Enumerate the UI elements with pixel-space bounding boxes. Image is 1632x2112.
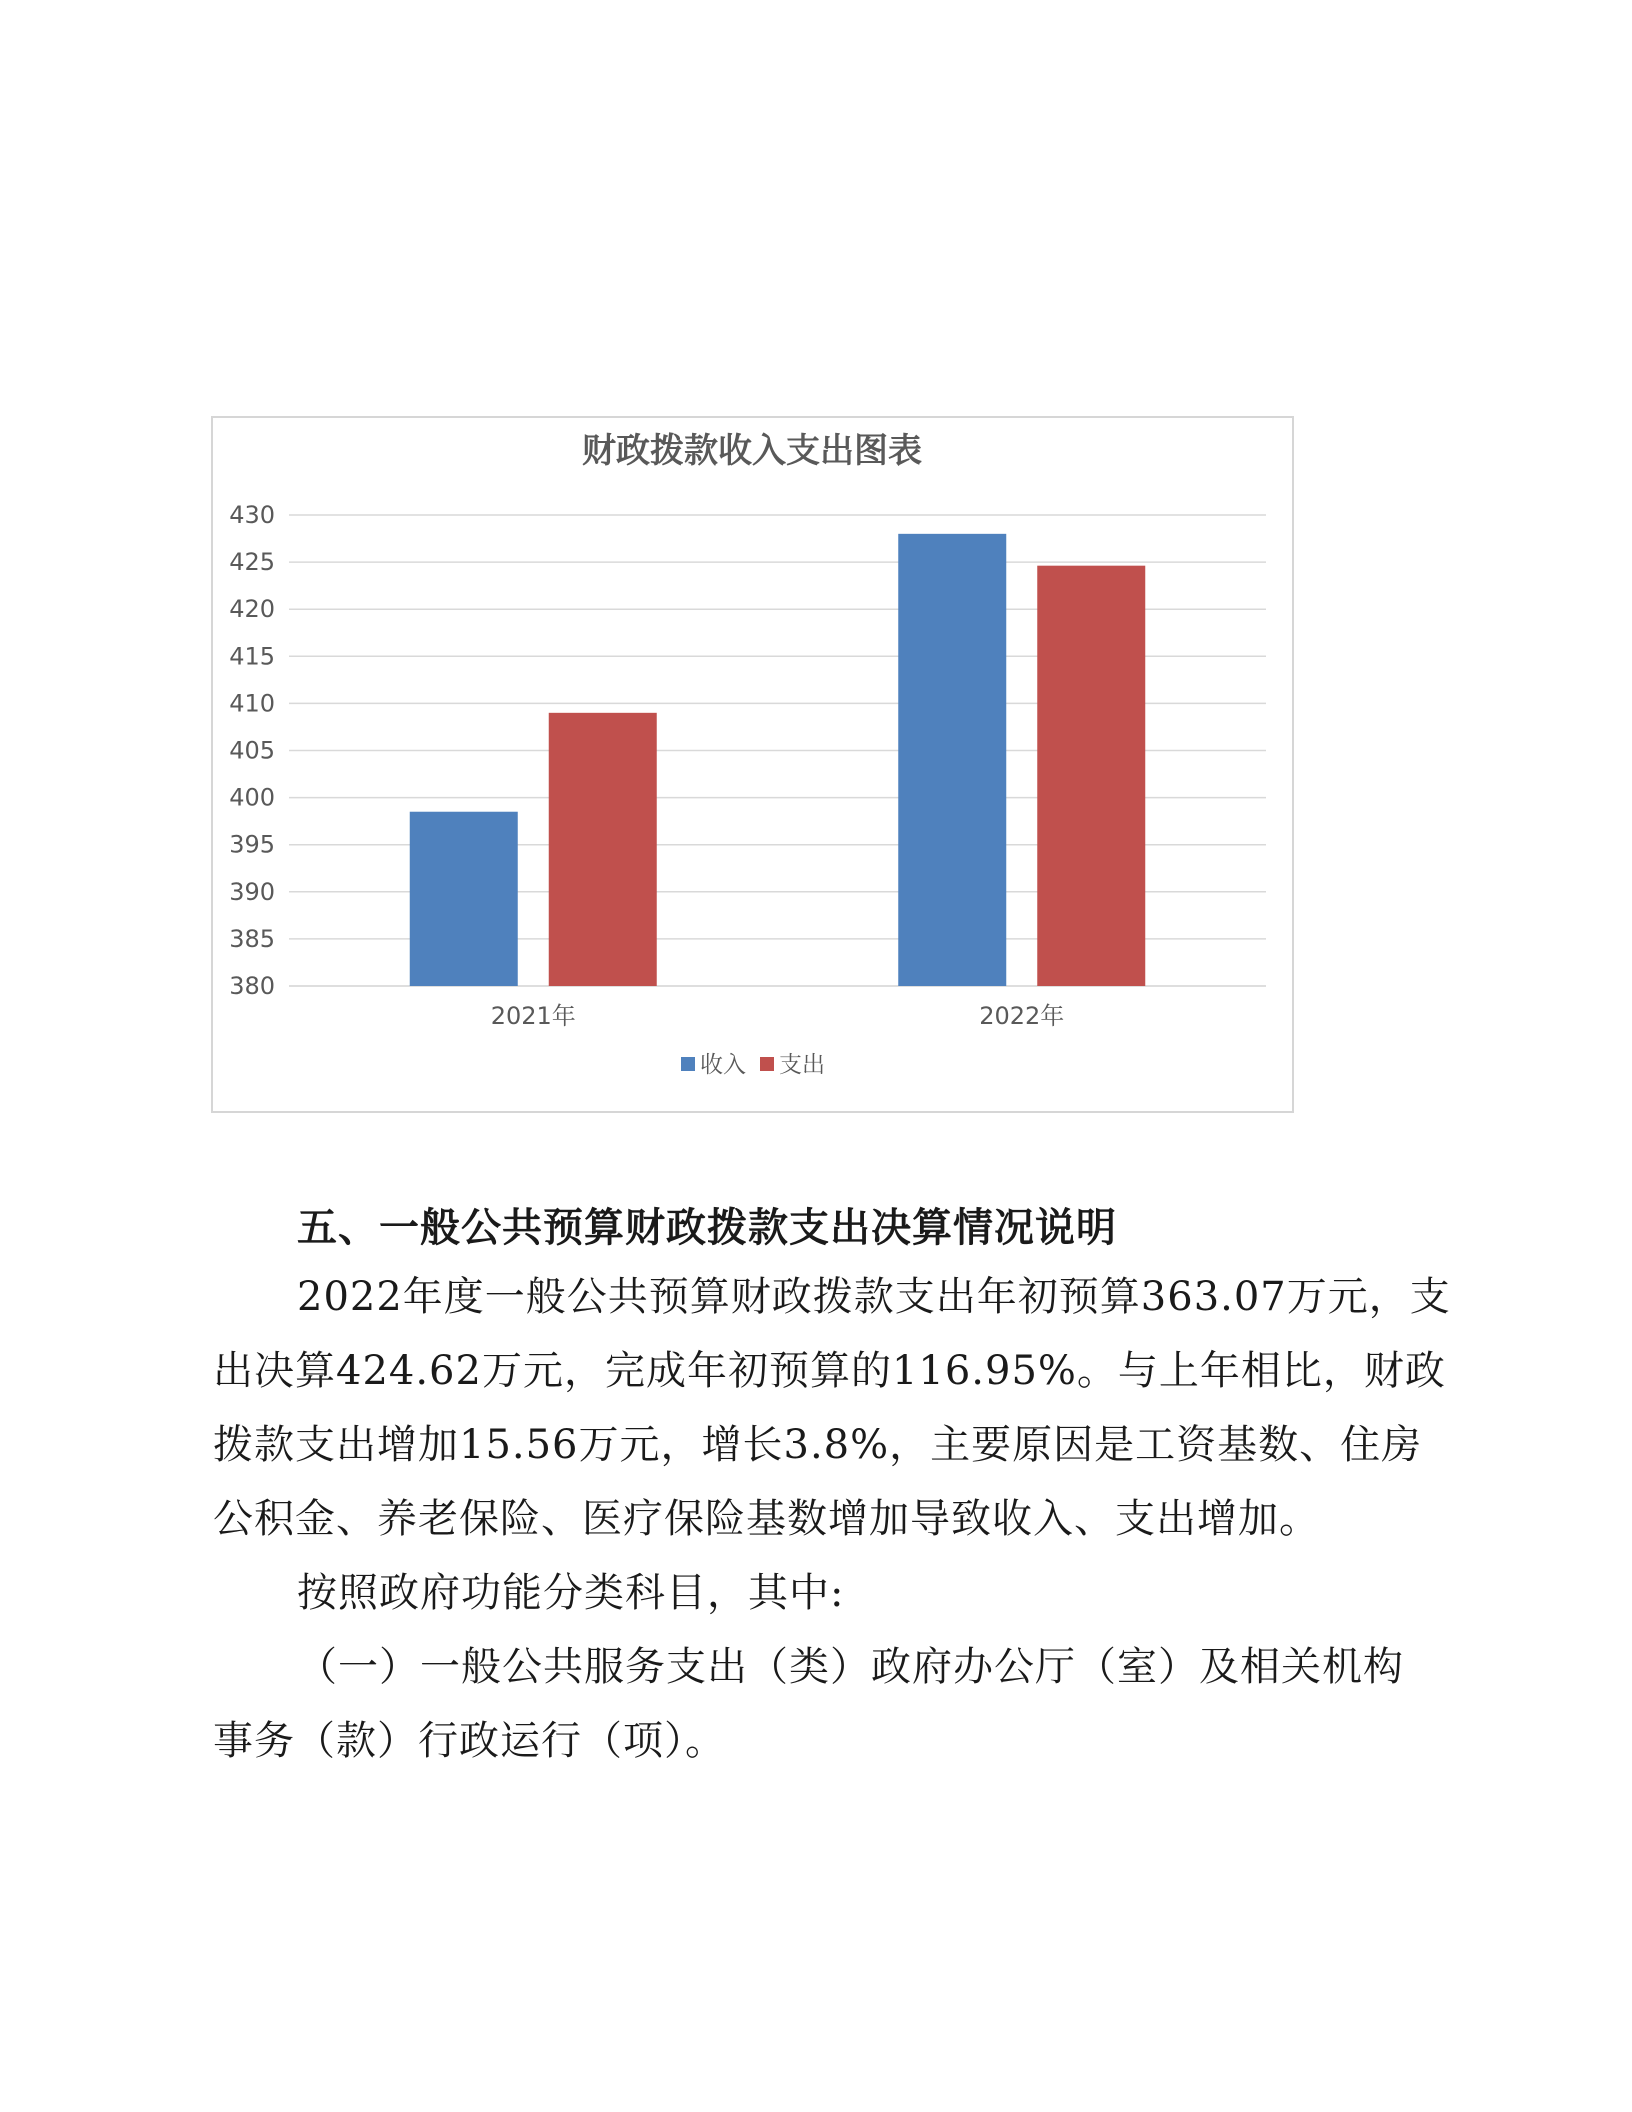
chart-title: 财政拨款收入支出图表 <box>582 431 922 471</box>
y-tick-label: 430 <box>229 501 275 529</box>
paragraph-budget-summary <box>213 1260 1451 1556</box>
y-tick-label: 380 <box>229 972 275 1000</box>
bar-支出-2022年 <box>1037 566 1145 986</box>
paragraph-line: 2022年度一般公共预算财政拨款支出年初预算363.07万元，支 <box>297 1274 1451 1320</box>
paragraph-line: 拨款支出增加15.56万元，增长3.8%，主要原因是工资基数、住房 <box>213 1422 1423 1468</box>
y-tick-label: 420 <box>229 595 275 624</box>
legend-swatch <box>760 1057 774 1071</box>
y-tick-label: 415 <box>229 642 275 671</box>
y-tick-label: 405 <box>229 736 275 765</box>
y-tick-label: 390 <box>229 877 275 906</box>
x-category-label: 2021年 <box>490 1002 576 1030</box>
legend-swatch <box>681 1057 695 1071</box>
bar-收入-2021年 <box>410 812 518 986</box>
chart-frame <box>211 416 1294 1113</box>
paragraph-classification-intro <box>213 1556 1433 1630</box>
y-tick-label: 400 <box>229 783 275 812</box>
x-category-label: 2022年 <box>979 1002 1065 1030</box>
paragraph-line: 事务（款）行政运行（项）。 <box>213 1718 726 1764</box>
paragraph-line: 公积金、养老保险、医疗保险基数增加导致收入、支出增加。 <box>213 1496 1320 1542</box>
bar-支出-2021年 <box>549 713 657 986</box>
revenue-expenditure-chart <box>213 418 1292 1111</box>
y-tick-label: 385 <box>229 924 275 953</box>
legend-label: 支出 <box>779 1052 825 1078</box>
paragraph-line: 出决算424.62万元，完成年初预算的116.95%。与上年相比，财政 <box>213 1348 1446 1394</box>
section-heading: 五、一般公共预算财政拨款支出决算情况说明 <box>297 1205 1117 1251</box>
y-tick-label: 425 <box>229 548 275 577</box>
paragraph-line: 按照政府功能分类科目，其中: <box>297 1570 845 1616</box>
bar-收入-2022年 <box>898 534 1006 986</box>
legend-label: 收入 <box>700 1052 746 1078</box>
paragraph-line: （一）一般公共服务支出（类）政府办公厅（室）及相关机构 <box>297 1644 1404 1690</box>
y-tick-label: 410 <box>229 689 275 718</box>
paragraph-item-one <box>213 1630 1433 1778</box>
y-tick-label: 395 <box>229 830 275 859</box>
